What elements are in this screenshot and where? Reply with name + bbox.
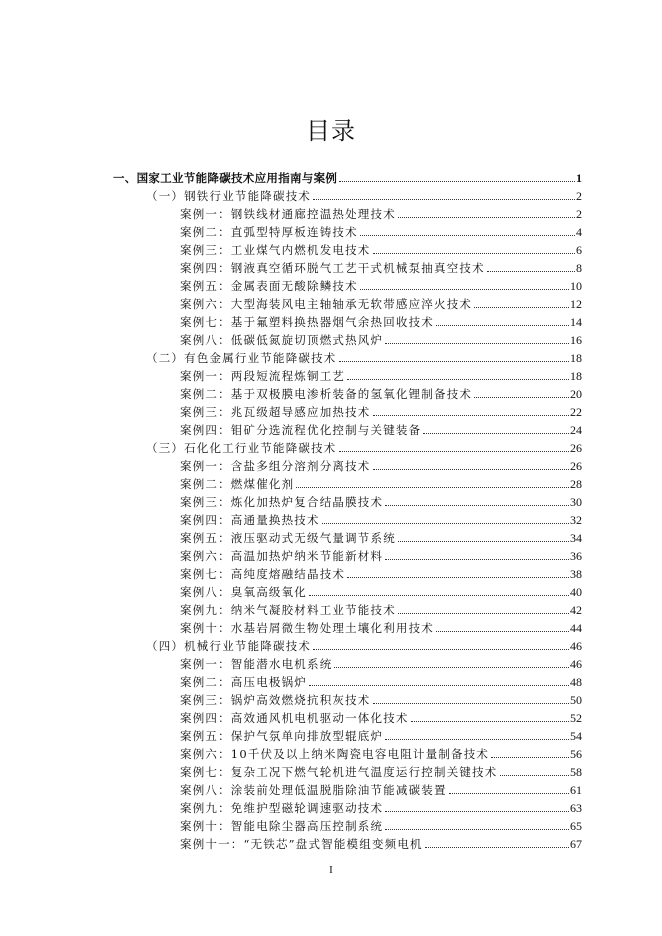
toc-case-entry[interactable] (180, 257, 582, 275)
toc-entry-title: 案例十：智能电除尘器高压控制系统 (180, 819, 384, 833)
toc-entry-title: 案例三：炼化加热炉复合结晶膜技术 (180, 495, 384, 509)
toc-entry-title: 案例二：高压电极锅炉 (180, 675, 307, 689)
toc-entry-title: 案例七：高纯度熔融结晶技术 (180, 567, 346, 581)
toc-entry-title: 案例五：金属表面无酸除鳞技术 (180, 279, 358, 293)
toc-case-entry[interactable] (180, 275, 582, 293)
toc-section-entry[interactable] (146, 347, 582, 365)
toc-case-entry[interactable] (180, 653, 582, 671)
toc-entry-page: 26 (570, 459, 582, 473)
toc-entry-page: 63 (570, 801, 582, 815)
toc-entry-page: 54 (570, 729, 582, 743)
toc-entry-title: 案例九：免维护型磁轮调速驱动技术 (180, 801, 384, 815)
toc-dot-leader (449, 793, 569, 794)
toc-entry-title: 案例三：锅炉高效燃烧抗积灰技术 (180, 693, 371, 707)
toc-dot-leader (398, 613, 569, 614)
toc-dot-leader (398, 541, 569, 542)
toc-dot-leader (500, 775, 570, 776)
toc-dot-leader (385, 505, 569, 506)
toc-dot-leader (322, 523, 569, 524)
toc-case-entry[interactable] (180, 473, 582, 491)
toc-dot-leader (339, 451, 570, 452)
toc-case-entry[interactable] (180, 419, 582, 437)
toc-entry-page: 67 (570, 837, 582, 851)
toc-entry-page: 26 (570, 441, 582, 455)
toc-entry-page: 8 (576, 261, 582, 275)
toc-entry-page: 14 (570, 315, 582, 329)
toc-dot-leader (339, 181, 575, 182)
toc-entry-title: 案例八：涂装前处理低温脱脂除油节能减碳装置 (180, 783, 447, 797)
toc-entry-page: 61 (570, 783, 582, 797)
toc-case-entry[interactable] (180, 725, 582, 743)
toc-entry-page: 46 (570, 657, 582, 671)
toc-section-entry[interactable] (146, 635, 582, 653)
toc-dot-leader (411, 721, 569, 722)
toc-entry-title: 案例七：复杂工况下燃气轮机进气温度运行控制关键技术 (180, 765, 498, 779)
toc-case-entry[interactable] (180, 833, 582, 851)
toc-dot-leader (360, 289, 569, 290)
toc-entry-title: 案例一：含盐多组分溶剂分离技术 (180, 459, 371, 473)
toc-case-entry[interactable] (180, 293, 582, 311)
toc-case-entry[interactable] (180, 545, 582, 563)
toc-entry-page: 6 (576, 243, 582, 257)
toc-dot-leader (423, 433, 569, 434)
toc-entry-page: 50 (570, 693, 582, 707)
toc-case-entry[interactable] (180, 779, 582, 797)
toc-case-entry[interactable] (180, 239, 582, 257)
toc-dot-leader (487, 271, 575, 272)
toc-entry-page: 52 (570, 711, 582, 725)
toc-entry-title: 案例八：臭氧高级氧化 (180, 585, 307, 599)
toc-entry-title: 案例二：直弧型特厚板连铸技术 (180, 225, 358, 239)
toc-entry-page: 24 (570, 423, 582, 437)
toc-case-entry[interactable] (180, 707, 582, 725)
toc-dot-leader (313, 649, 569, 650)
toc-entry-page: 56 (570, 747, 582, 761)
toc-entry-title: 案例四：高效通风机电机驱动一体化技术 (180, 711, 409, 725)
toc-entry-page: 48 (570, 675, 582, 689)
toc-case-entry[interactable] (180, 797, 582, 815)
toc-dot-leader (334, 667, 569, 668)
toc-dot-leader (385, 811, 569, 812)
toc-dot-leader (347, 379, 569, 380)
toc-case-entry[interactable] (180, 671, 582, 689)
toc-dot-leader (385, 559, 569, 560)
toc-entry-page: 58 (570, 765, 582, 779)
toc-dot-leader (296, 487, 569, 488)
toc-entry-title: 案例二：燃煤催化剂 (180, 477, 295, 491)
toc-entry-title: 案例十：水基岩屑微生物处理土壤化利用技术 (180, 621, 434, 635)
toc-entry-page: 22 (570, 405, 582, 419)
toc-case-entry[interactable] (180, 509, 582, 527)
toc-case-entry[interactable] (180, 761, 582, 779)
toc-dot-leader (313, 199, 575, 200)
toc-chapter-entry[interactable] (113, 167, 582, 185)
toc-entry-title: （四）机械行业节能降碳技术 (146, 639, 312, 653)
toc-section-entry[interactable] (146, 437, 582, 455)
toc-entry-title: （一）钢铁行业节能降碳技术 (146, 189, 312, 203)
toc-dot-leader (436, 325, 569, 326)
toc-case-entry[interactable] (180, 743, 582, 761)
toc-case-entry[interactable] (180, 329, 582, 347)
toc-dot-leader (373, 415, 570, 416)
toc-entry-page: 18 (570, 369, 582, 383)
toc-case-entry[interactable] (180, 617, 582, 635)
toc-case-entry[interactable] (180, 599, 582, 617)
toc-case-entry[interactable] (180, 563, 582, 581)
toc-dot-leader (347, 577, 569, 578)
toc-dot-leader (385, 739, 569, 740)
toc-entry-page: 42 (570, 603, 582, 617)
toc-entry-title: 一、国家工业节能降碳技术应用指南与案例 (113, 171, 338, 185)
toc-entry-title: （三）石化化工行业节能降碳技术 (146, 441, 337, 455)
toc-entry-page: 46 (570, 639, 582, 653)
toc-entry-title: 案例十一：“无铁芯”盘式智能模组变频电机 (180, 837, 423, 851)
toc-entry-page: 1 (576, 171, 582, 185)
toc-entry-page: 4 (576, 225, 582, 239)
toc-dot-leader (425, 847, 569, 848)
toc-case-entry[interactable] (180, 365, 582, 383)
toc-dot-leader (360, 235, 575, 236)
toc-entry-title: 案例三：工业煤气内燃机发电技术 (180, 243, 371, 257)
toc-entry-page: 65 (570, 819, 582, 833)
toc-entry-title: 案例一：钢铁线材通廊控温热处理技术 (180, 207, 396, 221)
toc-entry-title: 案例五：液压驱动式无级气量调节系统 (180, 531, 396, 545)
toc-entry-title: 案例八：低碳低氮旋切顶燃式热风炉 (180, 333, 384, 347)
toc-entry-title: 案例一：两段短流程炼铜工艺 (180, 369, 346, 383)
toc-case-entry[interactable] (180, 311, 582, 329)
toc-entry-title: 案例四：钢液真空循环脱气工艺干式机械泵抽真空技术 (180, 261, 485, 275)
page-number: I (329, 864, 333, 876)
toc-case-entry[interactable] (180, 815, 582, 833)
toc-entry-page: 32 (570, 513, 582, 527)
toc-dot-leader (398, 217, 575, 218)
toc-dot-leader (436, 631, 569, 632)
toc-entry-title: 案例六：10千伏及以上纳米陶瓷电容电阻计量制备技术 (180, 747, 490, 761)
toc-dot-leader (373, 703, 570, 704)
toc-case-entry[interactable] (180, 203, 582, 221)
toc-entry-page: 38 (570, 567, 582, 581)
toc-case-entry[interactable] (180, 383, 582, 401)
toc-entry-title: （二）有色金属行业节能降碳技术 (146, 351, 337, 365)
toc-entry-page: 2 (576, 189, 582, 203)
toc-dot-leader (491, 757, 569, 758)
toc-entry-page: 30 (570, 495, 582, 509)
toc-entry-title: 案例二：基于双极膜电渗析装备的氢氧化锂制备技术 (180, 387, 473, 401)
toc-dot-leader (309, 685, 569, 686)
toc-dot-leader (373, 253, 576, 254)
toc-section-entry[interactable] (146, 185, 582, 203)
toc-dot-leader (309, 595, 569, 596)
toc-dot-leader (339, 361, 570, 362)
toc-entry-page: 12 (570, 297, 582, 311)
toc-entry-page: 28 (570, 477, 582, 491)
toc-entry-title: 案例六：大型海装风电主轴轴承无软带感应淬火技术 (180, 297, 473, 311)
toc-dot-leader (373, 469, 570, 470)
toc-entry-title: 案例一：智能潜水电机系统 (180, 657, 333, 671)
toc-entry-title: 案例六：高温加热炉纳米节能新材料 (180, 549, 384, 563)
page-title: 目录 (306, 117, 356, 145)
toc-entry-page: 34 (570, 531, 582, 545)
toc-entry-page: 16 (570, 333, 582, 347)
toc-entry-title: 案例五：保护气氛单向排放型辊底炉 (180, 729, 384, 743)
toc-entry-page: 20 (570, 387, 582, 401)
toc-entry-title: 案例九：纳米气凝胶材料工业节能技术 (180, 603, 396, 617)
toc-case-entry[interactable] (180, 401, 582, 419)
toc-entry-title: 案例七：基于氟塑料换热器烟气余热回收技术 (180, 315, 434, 329)
toc-dot-leader (385, 343, 569, 344)
toc-case-entry[interactable] (180, 581, 582, 599)
toc-case-entry[interactable] (180, 491, 582, 509)
toc-case-entry[interactable] (180, 455, 582, 473)
toc-case-entry[interactable] (180, 527, 582, 545)
toc-dot-leader (385, 829, 569, 830)
toc-entry-title: 案例三：兆瓦级超导感应加热技术 (180, 405, 371, 419)
toc-entry-page: 40 (570, 585, 582, 599)
toc-entry-title: 案例四：高通量换热技术 (180, 513, 320, 527)
toc-entry-page: 44 (570, 621, 582, 635)
toc-entry-page: 10 (570, 279, 582, 293)
toc-entry-page: 36 (570, 549, 582, 563)
toc-case-entry[interactable] (180, 221, 582, 239)
toc-entry-title: 案例四：钼矿分选流程优化控制与关键装备 (180, 423, 422, 437)
toc-dot-leader (474, 307, 569, 308)
toc-case-entry[interactable] (180, 689, 582, 707)
toc-entry-page: 18 (570, 351, 582, 365)
toc-entry-page: 2 (576, 207, 582, 221)
toc-dot-leader (474, 397, 569, 398)
